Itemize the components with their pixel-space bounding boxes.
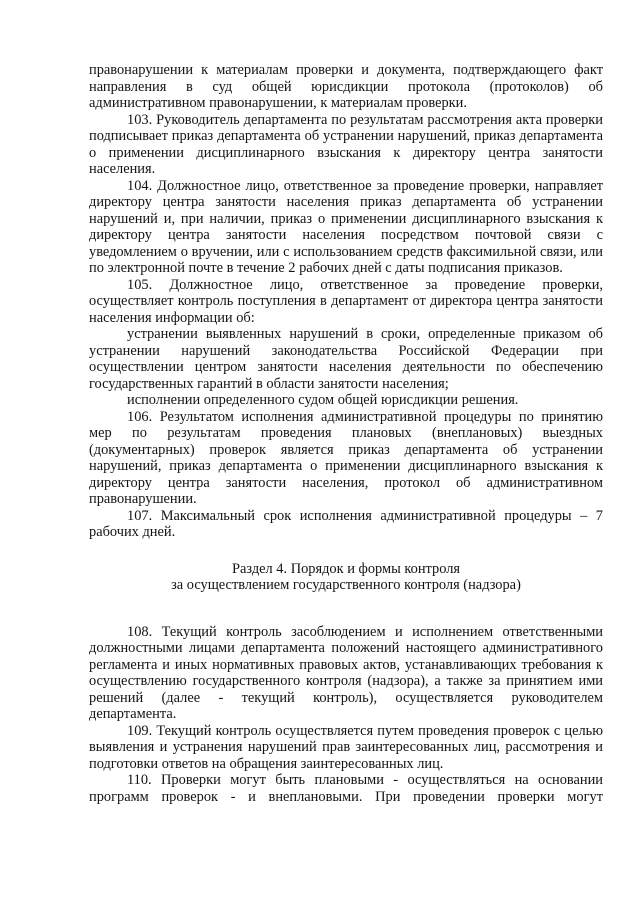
paragraph-continuation: правонарушении к материалам проверки и документа, подтверждающего факт направления в суд общей юрисдикции протокола (протоколов) об административном правонарушении, к материалам проверки. — [89, 62, 603, 111]
paragraph-104: 104. Должностное лицо, ответственное за проведение проверки, направляет директору центра занятости населения приказ департамента об устранении нарушений и, при наличии, приказ о применении дисциплинарного взыскания к директору центра занятости населения посредством почтовой связи с уведомлением о вручении, или с использованием средств факсимильной связи, или по электронной почте в течение 2 рабочих дней с даты подписания приказов. — [89, 177, 603, 276]
paragraph-103: 103. Руководитель департамента по результатам рассмотрения акта проверки подписывает приказ департамента об устранении нарушений, приказ департамента о применении дисциплинарного взыскания к директору центра занятости населения. — [89, 111, 603, 177]
section-heading-line-2: за осуществлением государственного контроля (надзора) — [171, 577, 521, 593]
paragraph-108: 108. Текущий контроль засоблюдением и исполнением ответственными должностными лицами департамента положений настоящего административного регламента и иных нормативных правовых актов, устанавливающих требования к осуществлению государственного контроля (надзора), а также за принятием ими решений (далее - текущий контроль), осуществляется руководителем департамента. — [89, 623, 603, 722]
paragraph-106: 106. Результатом исполнения административной процедуры по принятию мер по результатам проведения плановых (внеплановых) выездных (документарных) проверок является приказ департамента об устранении нарушений, приказ департамента о применении дисциплинарного взыскания к директору центра занятости населения, протокол об административном правонарушении. — [89, 408, 603, 507]
paragraph-109: 109. Текущий контроль осуществляется путем проведения проверок с целью выявления и устранения нарушений прав заинтересованных лиц, рассмотрения и подготовки ответов на обращения заинтересованных лиц. — [89, 722, 603, 772]
section-heading-line-1: Раздел 4. Порядок и формы контроля — [232, 560, 460, 577]
document-body — [89, 62, 603, 805]
paragraph-105-item-2: исполнении определенного судом общей юрисдикции решения. — [127, 392, 519, 408]
paragraph-105: 105. Должностное лицо, ответственное за проведение проверки, осуществляет контроль поступления в департамент от директора центра занятости населения информации об: — [89, 276, 603, 326]
paragraph-110: 110. Проверки могут быть плановыми - осуществляться на основании программ проверок - и внеплановыми. При проведении проверки могут — [89, 772, 603, 805]
paragraph-107: 107. Максимальный срок исполнения административной процедуры – 7 рабочих дней. — [89, 507, 603, 540]
paragraph-105-item-1: устранении выявленных нарушений в сроки, определенные приказом об устранении нарушений законодательства Российской Федерации при осуществлении центром занятости населения деятельности по обеспечению государственных гарантий в области занятости населения; — [89, 326, 603, 392]
